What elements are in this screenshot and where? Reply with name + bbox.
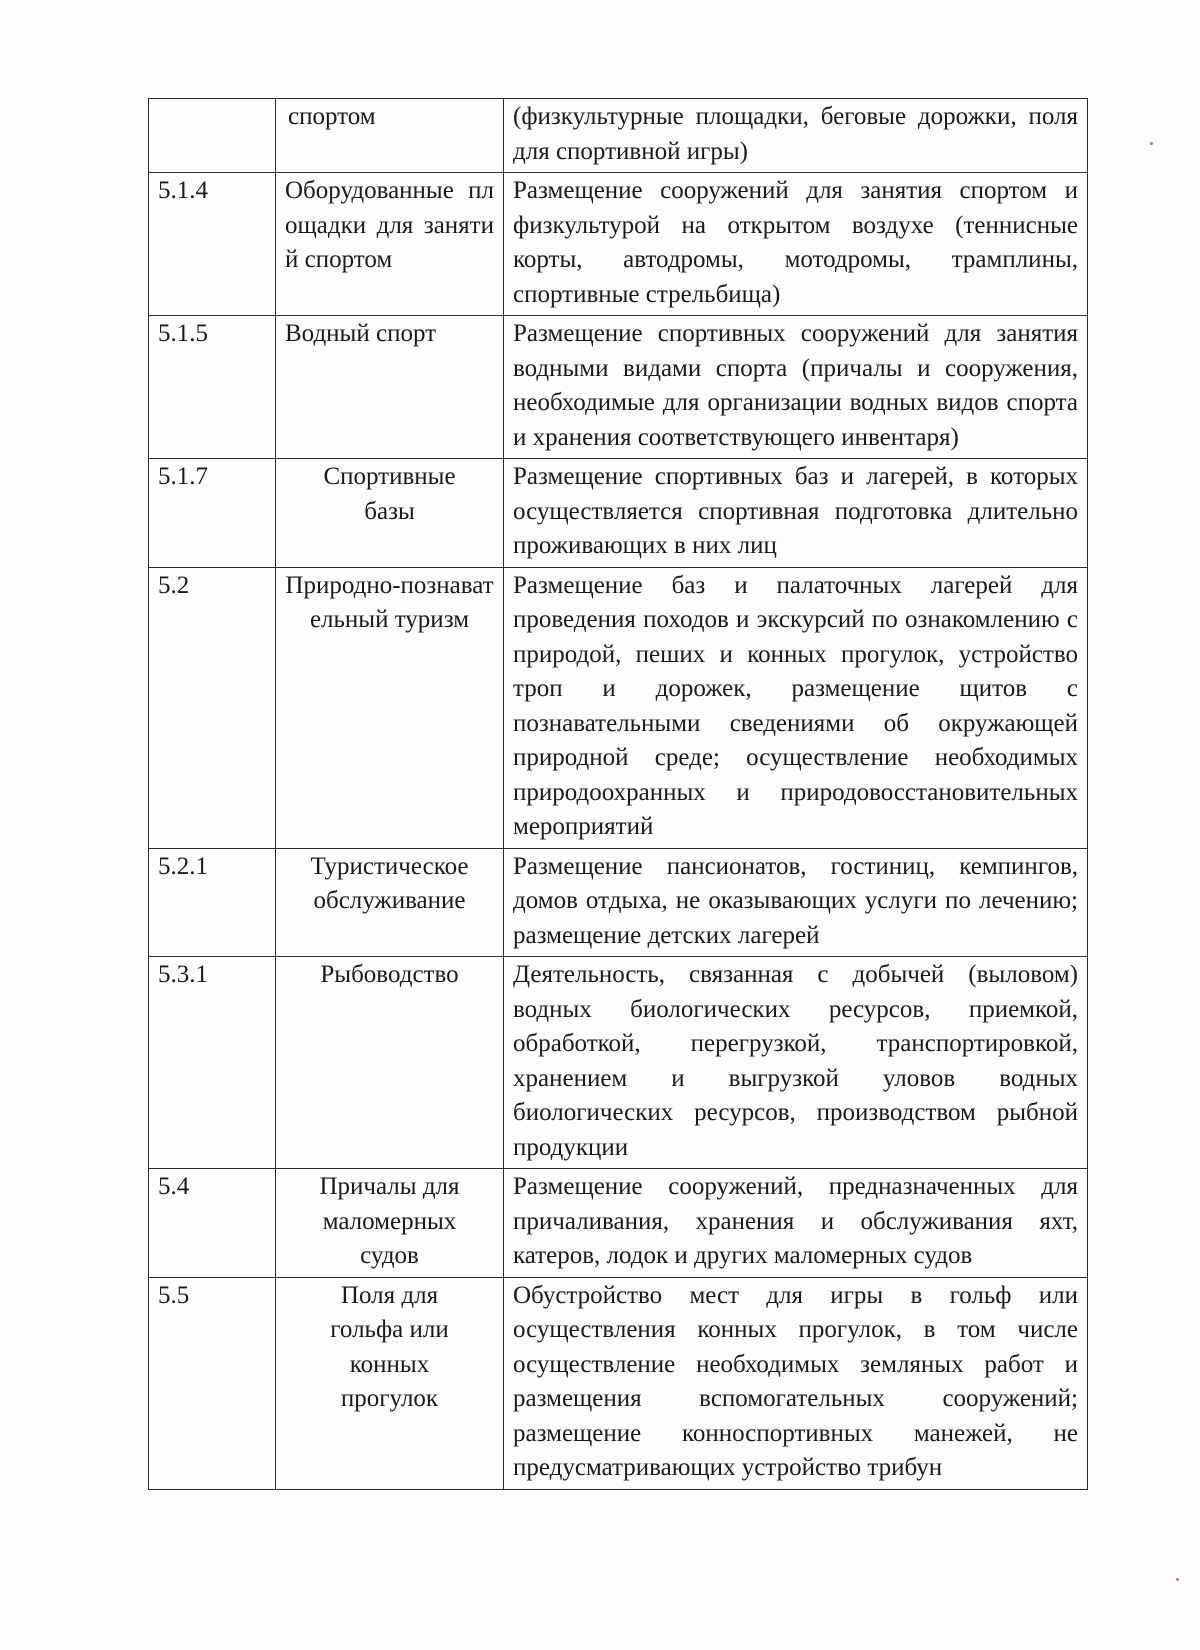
table-row xyxy=(149,1169,1088,1278)
row-code: 5.1.4 xyxy=(149,173,276,316)
row-code: 5.1.7 xyxy=(149,459,276,568)
row-description: (физкультурные площадки, беговые дорожки, поля для спортивной игры) xyxy=(504,99,1088,173)
row-code xyxy=(149,99,276,173)
row-name: Поля для гольфа или конных прогулок xyxy=(276,1277,504,1489)
row-name: Туристическое обслуживание xyxy=(276,848,504,957)
table-row xyxy=(149,316,1088,459)
row-name: Водный спорт xyxy=(276,316,504,459)
row-code: 5.2 xyxy=(149,567,276,848)
table-row xyxy=(149,848,1088,957)
row-name: Причалы для маломерных судов xyxy=(276,1169,504,1278)
table-row xyxy=(149,1277,1088,1489)
row-description: Размещение спортивных баз и лагерей, в которых осуществляется спортивная подготовка длительно проживающих в них лиц xyxy=(504,459,1088,568)
row-description: Размещение сооружений, предназначенных для причаливания, хранения и обслуживания яхт, катеров, лодок и других маломерных судов xyxy=(504,1169,1088,1278)
table-row xyxy=(149,957,1088,1169)
row-description: Размещение сооружений для занятия спортом и физкультурой на открытом воздухе (теннисные корты, автодромы, мотодромы, трамплины, спортивные стрельбища) xyxy=(504,173,1088,316)
row-description: Размещение пансионатов, гостиниц, кемпингов, домов отдыха, не оказывающих услуги по лечению; размещение детских лагерей xyxy=(504,848,1088,957)
row-name: Спортивные базы xyxy=(276,459,504,568)
scan-speck xyxy=(1176,1578,1179,1581)
row-code: 5.2.1 xyxy=(149,848,276,957)
row-name: спортом xyxy=(276,99,504,173)
row-description: Размещение спортивных сооружений для занятия водными видами спорта (причалы и сооружения, необходимые для организации водных видов спорта и хранения соответствующего инвентаря) xyxy=(504,316,1088,459)
table-row xyxy=(149,99,1088,173)
row-name: Оборудованные площадки для занятий спортом xyxy=(276,173,504,316)
table-row xyxy=(149,567,1088,848)
land-use-table xyxy=(148,98,1088,1490)
row-description: Деятельность, связанная с добычей (выловом) водных биологических ресурсов, приемкой, обработкой, перегрузкой, транспортировкой, хранением и выгрузкой уловов водных биологических ресурсов, производством рыбной продукции xyxy=(504,957,1088,1169)
row-name: Рыбоводство xyxy=(276,957,504,1169)
scan-speck xyxy=(1150,142,1153,145)
table-row xyxy=(149,173,1088,316)
row-code: 5.4 xyxy=(149,1169,276,1278)
row-description: Обустройство мест для игры в гольф или осуществления конных прогулок, в том числе осуществление необходимых земляных работ и размещения вспомогательных сооружений; размещение конноспортивных манежей, не предусматривающих устройство трибун xyxy=(504,1277,1088,1489)
row-description: Размещение баз и палаточных лагерей для проведения походов и экскурсий по ознакомлению с природой, пеших и конных прогулок, устройство троп и дорожек, размещение щитов с познавательными сведениями об окружающей природной среде; осуществление необходимых природоохранных и природовосстановительных мероприятий xyxy=(504,567,1088,848)
row-name: Природно-познавательный туризм xyxy=(276,567,504,848)
row-code: 5.5 xyxy=(149,1277,276,1489)
table-row xyxy=(149,459,1088,568)
row-code: 5.3.1 xyxy=(149,957,276,1169)
row-code: 5.1.5 xyxy=(149,316,276,459)
